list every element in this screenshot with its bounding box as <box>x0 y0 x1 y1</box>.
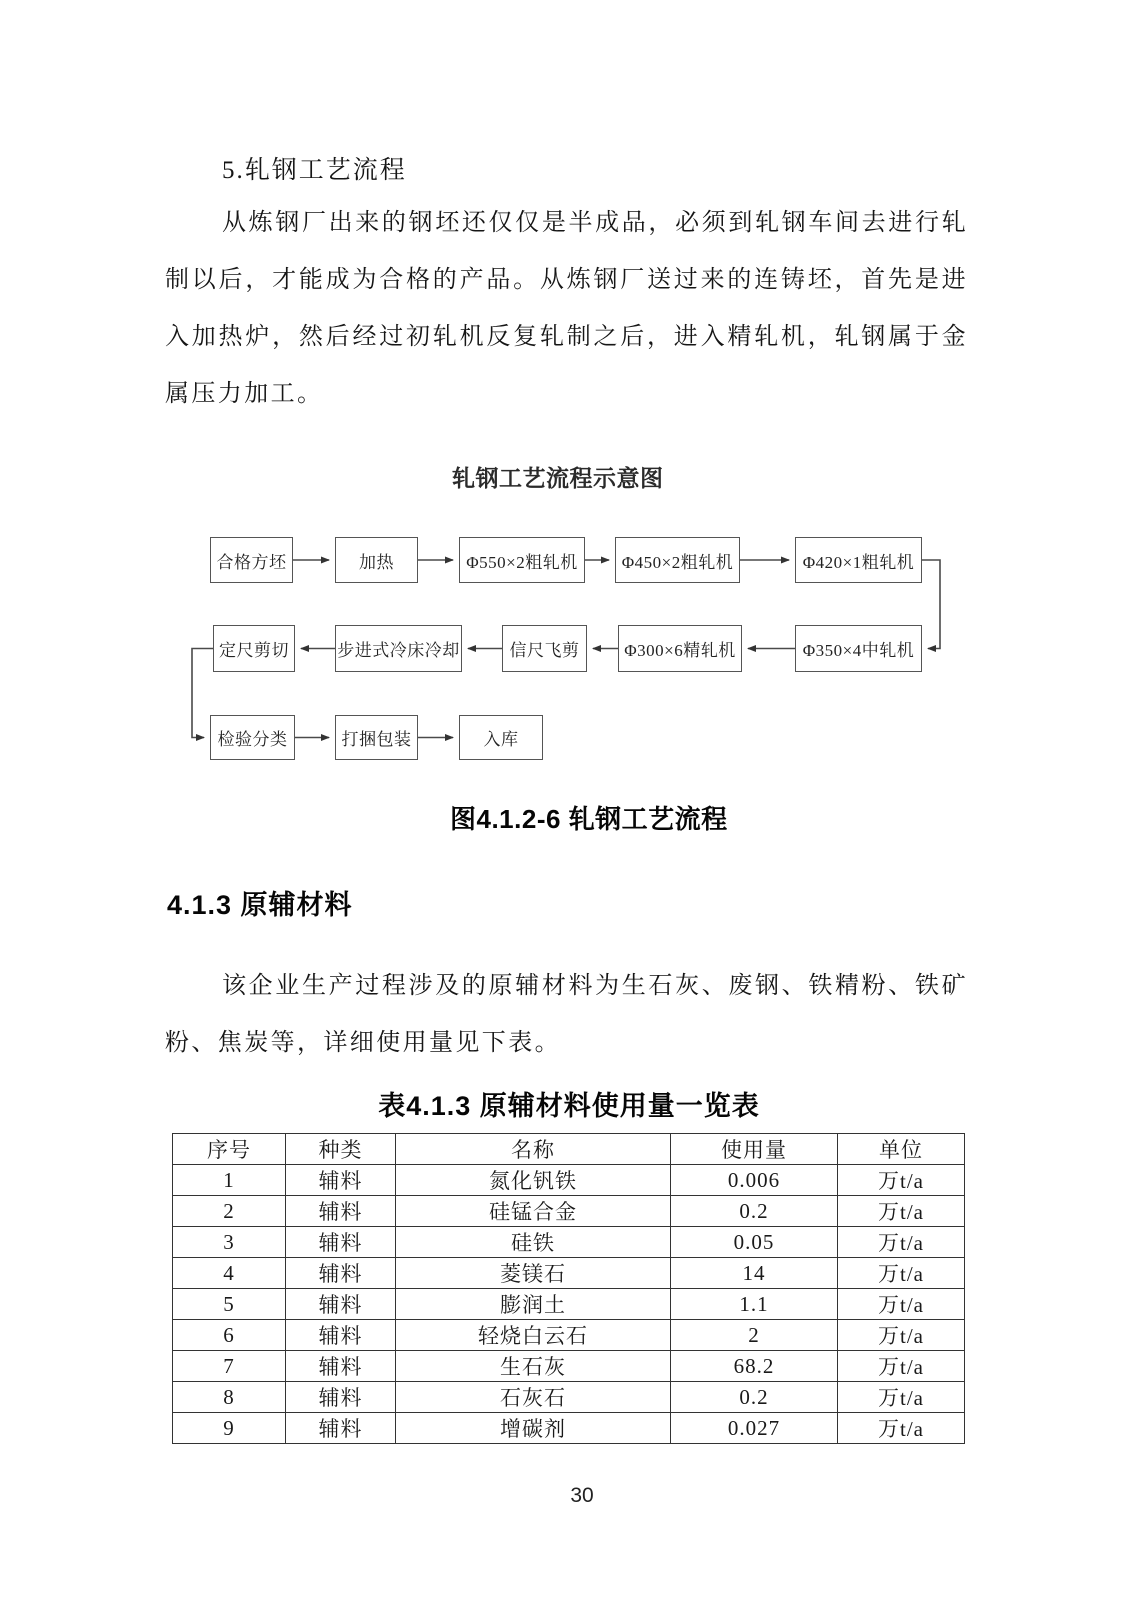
table-row <box>173 1258 965 1289</box>
table-row <box>173 1413 965 1444</box>
table-cell: 辅料 <box>286 1227 396 1258</box>
table-header-cell: 使用量 <box>671 1134 838 1165</box>
flow-box-r3-2: 打捆包装 <box>335 715 418 760</box>
table-cell: 万t/a <box>838 1258 965 1289</box>
table-cell: 增碳剂 <box>396 1413 671 1444</box>
table-cell: 辅料 <box>286 1320 396 1351</box>
table-cell: 辅料 <box>286 1196 396 1227</box>
table-cell: 辅料 <box>286 1382 396 1413</box>
table-cell: 菱镁石 <box>396 1258 671 1289</box>
flow-box-r2-4: Φ300×6精轧机 <box>618 625 742 672</box>
flow-box-r1-5: Φ420×1粗轧机 <box>795 537 922 583</box>
table-row <box>173 1382 965 1413</box>
table-cell: 石灰石 <box>396 1382 671 1413</box>
table-cell: 万t/a <box>838 1413 965 1444</box>
figure-caption: 图4.1.2-6 轧钢工艺流程 <box>450 804 728 834</box>
table-cell: 硅锰合金 <box>396 1196 671 1227</box>
table-cell: 5 <box>173 1289 286 1320</box>
table-cell: 辅料 <box>286 1165 396 1196</box>
table-cell: 辅料 <box>286 1258 396 1289</box>
table-cell: 0.006 <box>671 1165 838 1196</box>
table-cell: 4 <box>173 1258 286 1289</box>
table-cell: 0.2 <box>671 1382 838 1413</box>
table-cell: 辅料 <box>286 1413 396 1444</box>
table-cell: 0.027 <box>671 1413 838 1444</box>
table-header-cell: 单位 <box>838 1134 965 1165</box>
materials-table <box>172 1133 965 1444</box>
section-413-paragraph: 该企业生产过程涉及的原辅材料为生石灰、废钢、铁精粉、铁矿粉、焦炭等，详细使用量见下表。 <box>165 973 968 1056</box>
table-cell: 辅料 <box>286 1289 396 1320</box>
section-413-heading: 4.1.3 原辅材料 <box>167 890 353 920</box>
table-cell: 万t/a <box>838 1165 965 1196</box>
flow-box-r2-5: Φ350×4中轧机 <box>795 625 922 672</box>
table-cell: 9 <box>173 1413 286 1444</box>
flow-box-r2-3: 信尺飞剪 <box>502 625 587 672</box>
table-cell: 万t/a <box>838 1289 965 1320</box>
flow-box-r3-3: 入库 <box>459 715 543 760</box>
table-cell: 万t/a <box>838 1382 965 1413</box>
page-number: 30 <box>570 1484 594 1507</box>
table-cell: 氮化钒铁 <box>396 1165 671 1196</box>
flow-box-r2-2: 步进式冷床冷却 <box>335 625 462 672</box>
flow-box-r2-1: 定尺剪切 <box>213 625 295 672</box>
table-cell: 轻烧白云石 <box>396 1320 671 1351</box>
table-cell: 14 <box>671 1258 838 1289</box>
table-cell: 硅铁 <box>396 1227 671 1258</box>
table-cell: 辅料 <box>286 1351 396 1382</box>
table-row <box>173 1289 965 1320</box>
section-5-heading: 5.轧钢工艺流程 <box>222 157 407 184</box>
table-header-cell: 种类 <box>286 1134 396 1165</box>
table-cell: 万t/a <box>838 1227 965 1258</box>
flow-box-r1-4: Φ450×2粗轧机 <box>615 537 740 583</box>
table-row <box>173 1351 965 1382</box>
table-cell: 万t/a <box>838 1196 965 1227</box>
table-cell: 膨润土 <box>396 1289 671 1320</box>
table-header-cell: 名称 <box>396 1134 671 1165</box>
table-header-cell: 序号 <box>173 1134 286 1165</box>
table-cell: 2 <box>173 1196 286 1227</box>
table-cell: 0.05 <box>671 1227 838 1258</box>
section-5-paragraph: 从炼钢厂出来的钢坯还仅仅是半成品，必须到轧钢车间去进行轧制以后，才能成为合格的产品。从炼钢厂送过来的连铸坯，首先是进入加热炉，然后经过初轧机反复轧制之后，进入精轧机，轧钢属于金属压力加工。 <box>165 210 968 407</box>
table-cell: 68.2 <box>671 1351 838 1382</box>
table-cell: 3 <box>173 1227 286 1258</box>
table-cell: 万t/a <box>838 1351 965 1382</box>
table-cell: 6 <box>173 1320 286 1351</box>
table-row <box>173 1320 965 1351</box>
table-cell: 万t/a <box>838 1320 965 1351</box>
table-cell: 2 <box>671 1320 838 1351</box>
table-row <box>173 1196 965 1227</box>
table-caption: 表4.1.3 原辅材料使用量一览表 <box>378 1091 760 1121</box>
flow-box-r1-3: Φ550×2粗轧机 <box>459 537 585 583</box>
table-cell: 0.2 <box>671 1196 838 1227</box>
flow-box-r1-2: 加热 <box>335 537 418 583</box>
table-cell: 生石灰 <box>396 1351 671 1382</box>
table-row <box>173 1227 965 1258</box>
flowchart-title: 轧钢工艺流程示意图 <box>452 466 664 491</box>
flowchart <box>170 520 965 775</box>
table-cell: 1 <box>173 1165 286 1196</box>
table-cell: 1.1 <box>671 1289 838 1320</box>
flow-box-r1-1: 合格方坯 <box>210 537 293 583</box>
table-header-row <box>173 1134 965 1165</box>
table-cell: 8 <box>173 1382 286 1413</box>
table-row <box>173 1165 965 1196</box>
table-cell: 7 <box>173 1351 286 1382</box>
flow-box-r3-1: 检验分类 <box>210 715 295 760</box>
